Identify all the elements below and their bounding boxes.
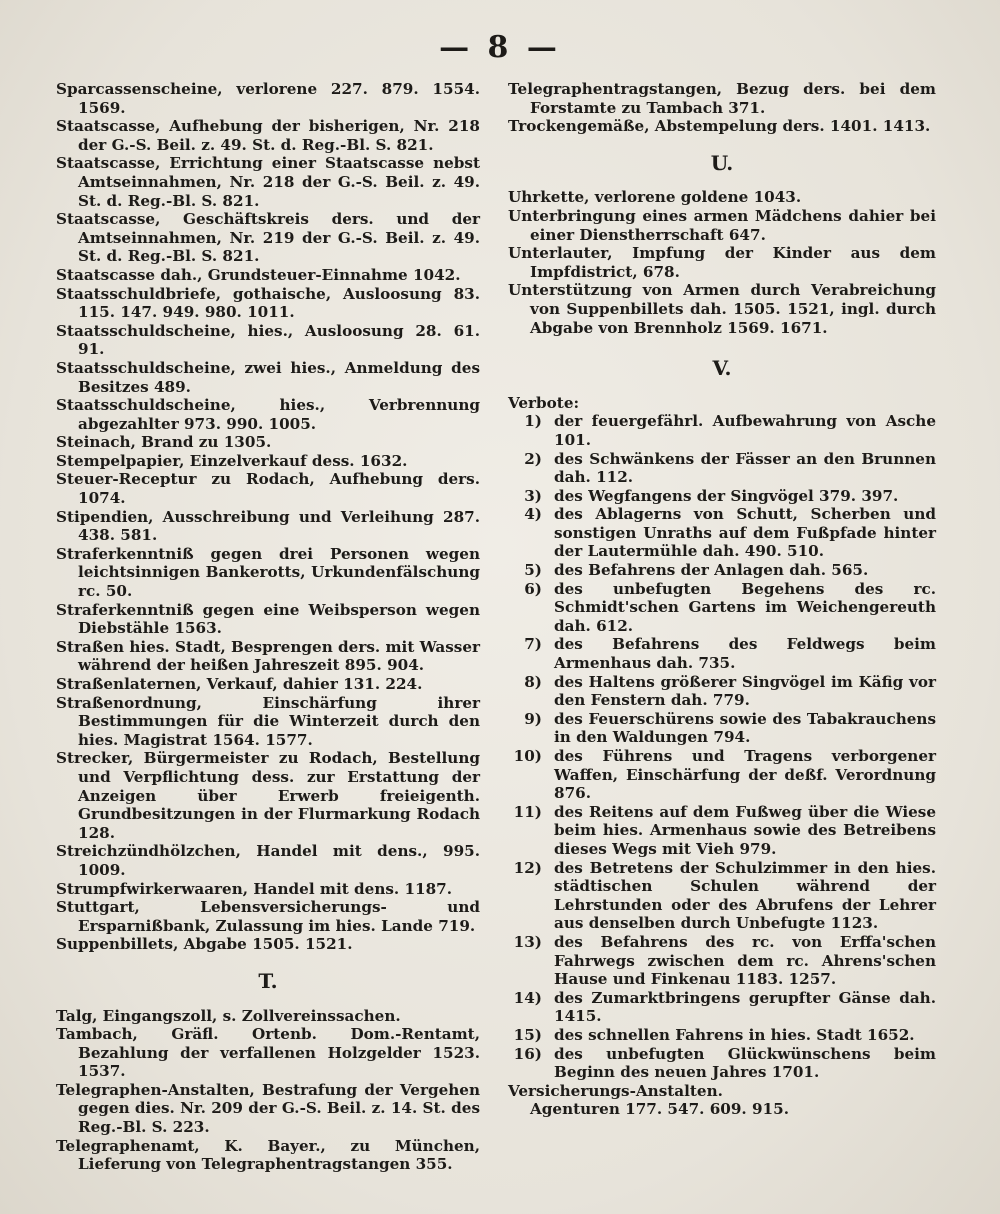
verbote-number: 1) [524,412,542,431]
agenturen-entry: Agenturen 177. 547. 609. 915. [530,1100,789,1119]
verbote-text: des Ablagerns von Schutt, Scherben und sonstigen Unraths auf dem Fußpfade hinter der Lautermühle dah. 490. 510. [554,505,936,561]
verbote-number: 15) [513,1025,542,1044]
index-entry: Steuer-Receptur zu Rodach, Aufhebung ders. 1074. [56,470,480,508]
verbote-number: 6) [524,579,542,598]
verbote-text: des Reitens auf dem Fußweg über die Wiese beim hies. Armenhaus sowie des Betreibens dieses Wegs mit Vieh 979. [554,802,936,858]
index-entry: Straferkenntniß gegen drei Personen wegen leichtsinnigen Bankerotts, Urkundenfälschung rc. 50. [56,544,480,601]
right-column [508,80,936,1119]
right-top-entries [508,80,936,136]
verbote-text: der feuergefährl. Aufbewahrung von Asche 101. [554,412,936,449]
index-entry: Trockengemäße, Abstempelung ders. 1401. 1413. [508,117,931,136]
verbote-text: des Zumarktbringens gerupfter Gänse dah. 1415. [554,988,936,1026]
index-entry: Staatsschuldscheine, zwei hies., Anmeldung des Besitzes 489. [56,358,480,396]
verbote-item [508,933,936,989]
index-entry: Steinach, Brand zu 1305. [56,433,272,452]
index-entry: Streichzündhölzchen, Handel mit dens., 995. 1009. [56,842,480,879]
index-entry: Staatscasse, Aufhebung der bisherigen, Nr. 218 der G.-S. Beil. z. 49. St. d. Reg.-Bl. S. 821. [56,117,480,154]
verbote-item [508,673,936,710]
verbote-item [508,859,936,933]
index-entry: Tambach, Gräfl. Ortenb. Dom.-Rentamt, Bezahlung der verfallenen Holzgelder 1523. 1537. [56,1025,480,1081]
verbote-number: 13) [513,932,542,951]
index-entry: Telegraphenamt, K. Bayer., zu München, Lieferung von Telegraphentragstangen 355. [56,1136,480,1174]
index-entry: Straßen hies. Stadt, Besprengen ders. mit Wasser während der heißen Jahreszeit 895. 904. [56,637,480,675]
verbote-text: des Befahrens des Feldwegs beim Armenhaus dah. 735. [554,635,936,673]
index-entry: Stipendien, Ausschreibung und Verleihung 287. 438. 581. [56,507,480,545]
section-letter-u: U. [710,150,734,175]
verbote-item [508,710,936,747]
verbote-text: des Schwänkens der Fässer an den Brunnen dah. 112. [554,449,936,487]
index-entry: Staatscasse dah., Grundsteuer-Einnahme 1042. [56,265,461,284]
verbote-number: 12) [513,858,542,877]
index-entry: Strumpfwirkerwaaren, Handel mit dens. 1187. [56,879,453,898]
index-entry: Staatsschuldbriefe, gothaische, Ausloosung 83. 115. 147. 949. 980. 1011. [56,284,480,322]
verbote-item [508,635,936,672]
index-entry: Staatscasse, Geschäftskreis ders. und der Amtseinnahmen, Nr. 219 der G.-S. Beil. z. 49. St. d. Reg.-Bl. S. 821. [56,210,480,266]
index-entry: Straferkenntniß gegen eine Weibsperson wegen Diebstähle 1563. [56,600,480,638]
verbote-number: 16) [513,1044,542,1063]
page-number: — 8 — [439,30,561,65]
index-entry: Talg, Eingangszoll, s. Zollvereinssachen. [56,1006,401,1025]
index-entry: Sparcassenscheine, verlorene 227. 879. 1554. 1569. [56,80,480,117]
verbote-text: des Feuerschürens sowie des Tabakrauchens in den Waldungen 794. [554,709,936,747]
verbote-number: 8) [524,672,542,691]
index-entry: Stuttgart, Lebensversicherungs- und Ersparnißbank, Zulassung im hies. Lande 719. [56,898,480,935]
verbote-number: 11) [513,802,542,821]
left-column [56,80,480,1174]
index-entry: Straßenordnung, Einschärfung ihrer Bestimmungen für die Winterzeit durch den hies. Magistrat 1564. 1577. [56,693,480,749]
index-entry: Strecker, Bürgermeister zu Rodach, Bestellung und Verpflichtung dess. zur Erstattung der Anzeigen über Erwerb freieigenth. Grundbesitzungen in der Flurmarkung Rodach 128. [56,749,480,842]
verbote-number: 14) [513,988,542,1007]
verbote-item [508,561,936,580]
verbote-number: 5) [524,561,542,580]
index-entry: Unterstützung von Armen durch Verabreichung von Suppenbillets dah. 1505. 1521, ingl. durch Abgabe von Brennholz 1569. 1671. [508,281,936,337]
left-entries [56,80,480,954]
verbote-number: 3) [524,486,542,505]
verbote-item [508,412,936,449]
verbote-item [508,505,936,561]
verbote-list [508,412,936,1081]
verbote-item [508,1045,936,1082]
verbote-number: 2) [524,449,542,468]
verbote-number: 10) [513,747,542,765]
index-entry: Staatscasse, Errichtung einer Staatscasse nebst Amtseinnahmen, Nr. 218 der G.-S. Beil. z. 49. St. d. Reg.-Bl. S. 821. [56,154,480,210]
verbote-number: 9) [524,709,542,728]
versicherungs-label: Versicherungs-Anstalten. [508,1081,723,1100]
verbote-item [508,747,936,803]
index-entry: Telegraphen-Anstalten, Bestrafung der Vergehen gegen dies. Nr. 209 der G.-S. Beil. z. 14. St. des Reg.-Bl. S. 223. [56,1080,480,1137]
index-entry: Telegraphentragstangen, Bezug ders. bei dem Forstamte zu Tambach 371. [508,80,936,117]
verbote-item [508,487,936,506]
index-entry: Uhrkette, verlorene goldene 1043. [508,188,802,207]
index-entry: Unterbringung eines armen Mädchens dahier bei einer Dienstherrschaft 647. [508,206,936,244]
verbote-item [508,450,936,487]
verbote-number: 7) [524,635,542,654]
section-letter-t: T. [258,968,278,993]
verbote-item [508,580,936,636]
verbote-item [508,803,936,859]
verbote-item [508,1026,936,1045]
index-entry: Unterlauter, Impfung der Kinder aus dem Impfdistrict, 678. [508,244,936,281]
verbote-number: 4) [524,505,542,524]
index-entry: Suppenbillets, Abgabe 1505. 1521. [56,935,353,954]
verbote-text: des Befahrens des rc. von Erffa'schen Fahrwegs zwischen dem rc. Ahrens'schen Hause und Finkenau 1183. 1257. [554,932,936,989]
verbote-text: des Wegfangens der Singvögel 379. 397. [554,486,899,505]
verbote-text: des unbefugten Begehens des rc. Schmidt'schen Gartens im Weichengereuth dah. 612. [554,579,936,635]
section-letter-v: V. [712,356,732,381]
verbote-text: des Betretens der Schulzimmer in den hies. städtischen Schulen während der Lehrstunden oder des Abrufens der Lehrer aus denselben durch Unbefugte 1123. [554,858,936,933]
index-entry: Staatsschuldscheine, hies., Ausloosung 28. 61. 91. [56,321,480,359]
verbote-text: des Haltens größerer Singvögel im Käfig vor den Fenstern dah. 779. [554,672,936,710]
verbote-label: Verbote: [508,393,580,412]
index-entry: Stempelpapier, Einzelverkauf dess. 1632. [56,451,408,470]
verbote-text: des Führens und Tragens verborgener Waffen, Einschärfung der deßf. Verordnung 876. [554,747,936,803]
left-entries-t [56,1007,480,1174]
right-entries-u [508,188,936,337]
verbote-item [508,989,936,1026]
index-entry: Straßenlaternen, Verkauf, dahier 131. 224. [56,675,423,693]
verbote-text: des schnellen Fahrens in hies. Stadt 1652. [554,1025,915,1044]
verbote-text: des unbefugten Glückwünschens beim Beginn des neuen Jahres 1701. [554,1044,936,1082]
verbote-text: des Befahrens der Anlagen dah. 565. [554,561,869,580]
index-entry: Staatsschuldscheine, hies., Verbrennung abgezahlter 973. 990. 1005. [56,396,480,433]
